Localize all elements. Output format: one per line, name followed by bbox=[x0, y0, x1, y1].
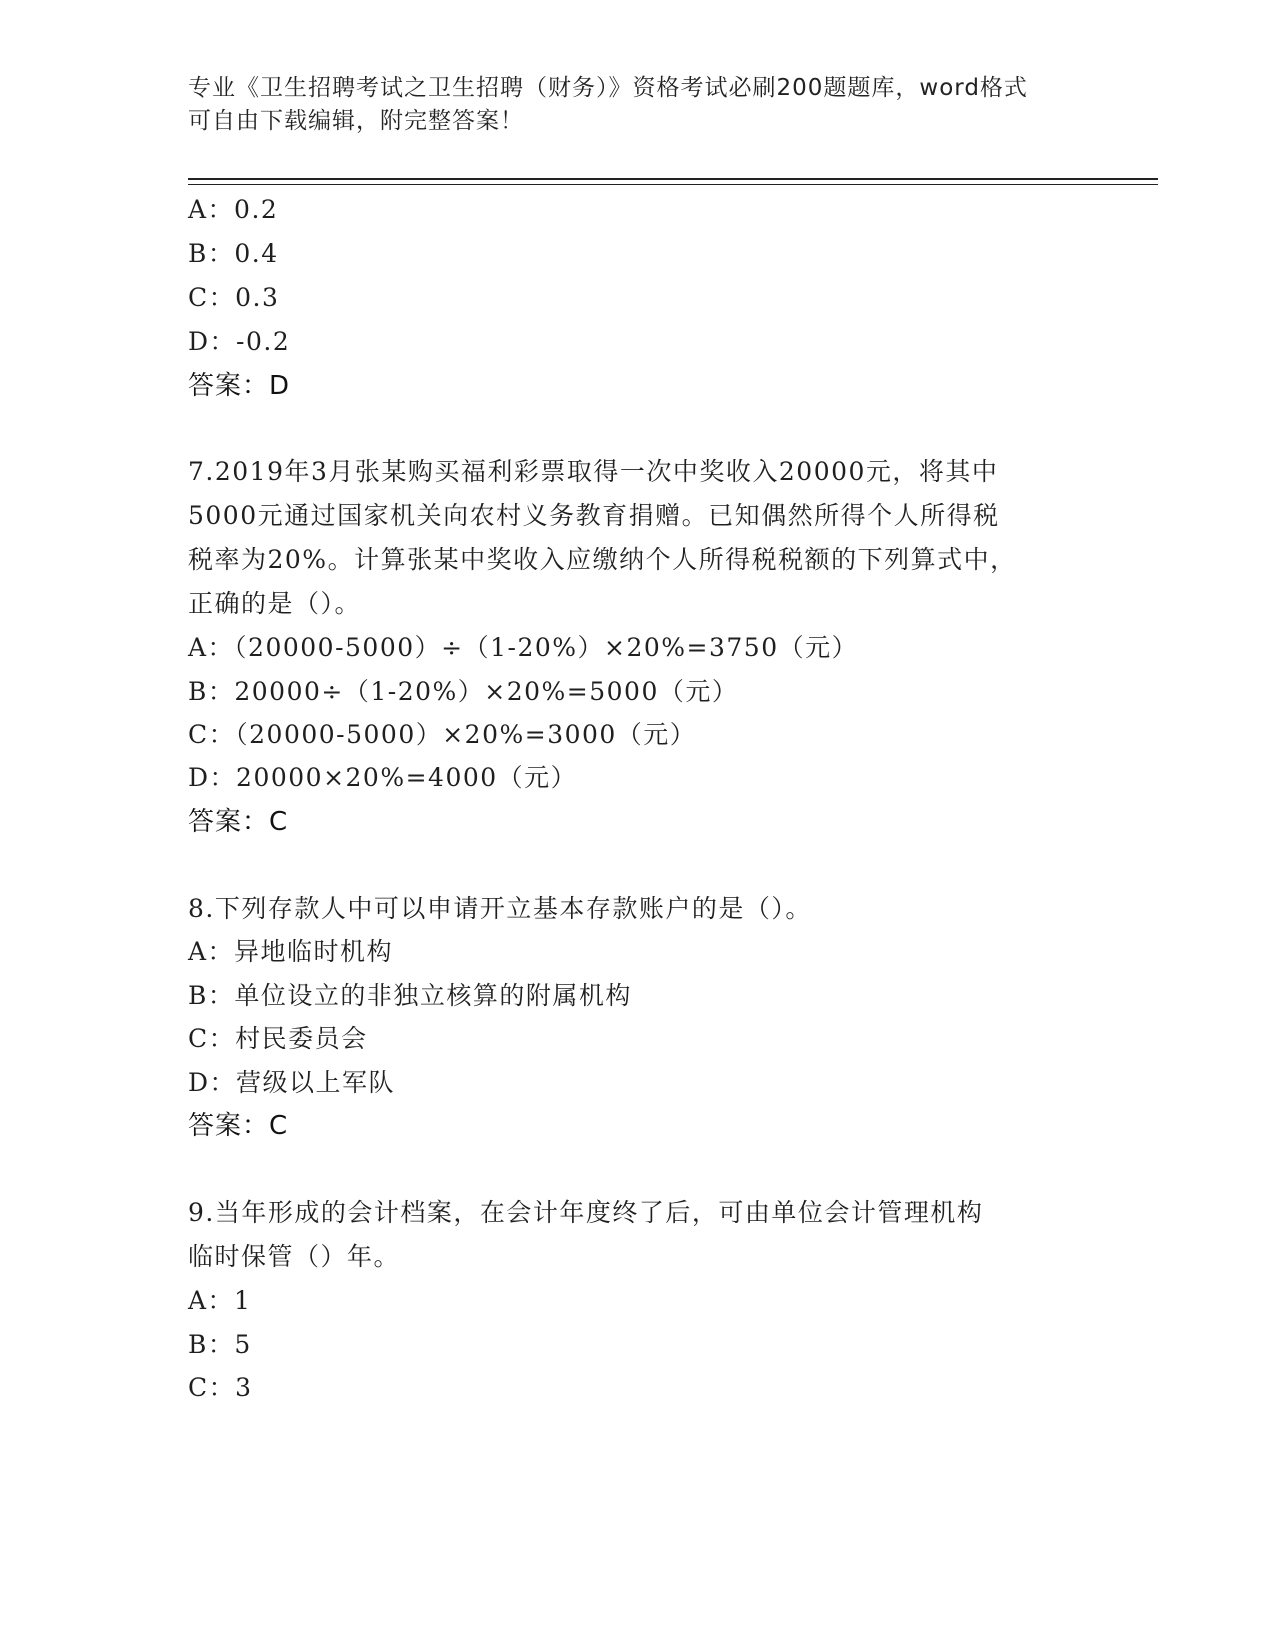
q8-stem-line-1: 8.下列存款人中可以申请开立基本存款账户的是（）。 bbox=[188, 894, 812, 923]
q6-option-d: D：-0.2 bbox=[188, 327, 291, 356]
q9-stem-line-2: 临时保管（）年。 bbox=[188, 1242, 401, 1271]
document-header bbox=[188, 72, 1068, 138]
q7-option-d: D：20000×20%=4000（元） bbox=[188, 763, 578, 792]
q6-option-b: B：0.4 bbox=[188, 239, 279, 268]
q8-option-a: A：异地临时机构 bbox=[188, 937, 394, 966]
q7-option-b: B：20000÷（1-20%）×20%=5000（元） bbox=[188, 677, 739, 706]
q8-option-b: B：单位设立的非独立核算的附属机构 bbox=[188, 981, 632, 1010]
q9-option-b: B：5 bbox=[188, 1330, 252, 1359]
q8-option-c: C：村民委员会 bbox=[188, 1024, 368, 1053]
q8-option-d: D：营级以上军队 bbox=[188, 1068, 396, 1097]
q7-answer: 答案：C bbox=[188, 807, 289, 837]
q6-option-c: C：0.3 bbox=[188, 283, 280, 312]
q7-stem-line-2: 5000元通过国家机关向农村义务教育捐赠。已知偶然所得个人所得税 bbox=[188, 501, 1000, 530]
q6-option-a: A：0.2 bbox=[188, 195, 279, 224]
q9-option-c: C：3 bbox=[188, 1373, 253, 1402]
q7-option-a: A：（20000-5000）÷（1-20%）×20%=3750（元） bbox=[188, 633, 859, 662]
header-divider-thick bbox=[188, 178, 1158, 180]
q9-stem-line-1: 9.当年形成的会计档案，在会计年度终了后，可由单位会计管理机构 bbox=[188, 1198, 984, 1227]
q7-stem-line-3: 税率为20%。计算张某中奖收入应缴纳个人所得税税额的下列算式中， bbox=[188, 545, 1017, 574]
q8-answer: 答案：C bbox=[188, 1111, 289, 1141]
header-divider-thin bbox=[188, 184, 1158, 185]
q6-answer: 答案：D bbox=[188, 371, 291, 401]
q9-option-a: A：1 bbox=[188, 1286, 252, 1315]
header-line-1: 专业《卫生招聘考试之卫生招聘（财务）》资格考试必刷200题题库，word格式 bbox=[188, 75, 1028, 101]
q7-option-c: C：（20000-5000）×20%=3000（元） bbox=[188, 720, 697, 749]
q7-stem-line-1: 7.2019年3月张某购买福利彩票取得一次中奖收入20000元，将其中 bbox=[188, 457, 999, 486]
header-line-2: 可自由下载编辑，附完整答案！ bbox=[188, 108, 524, 134]
q7-stem-line-4: 正确的是（）。 bbox=[188, 589, 362, 618]
